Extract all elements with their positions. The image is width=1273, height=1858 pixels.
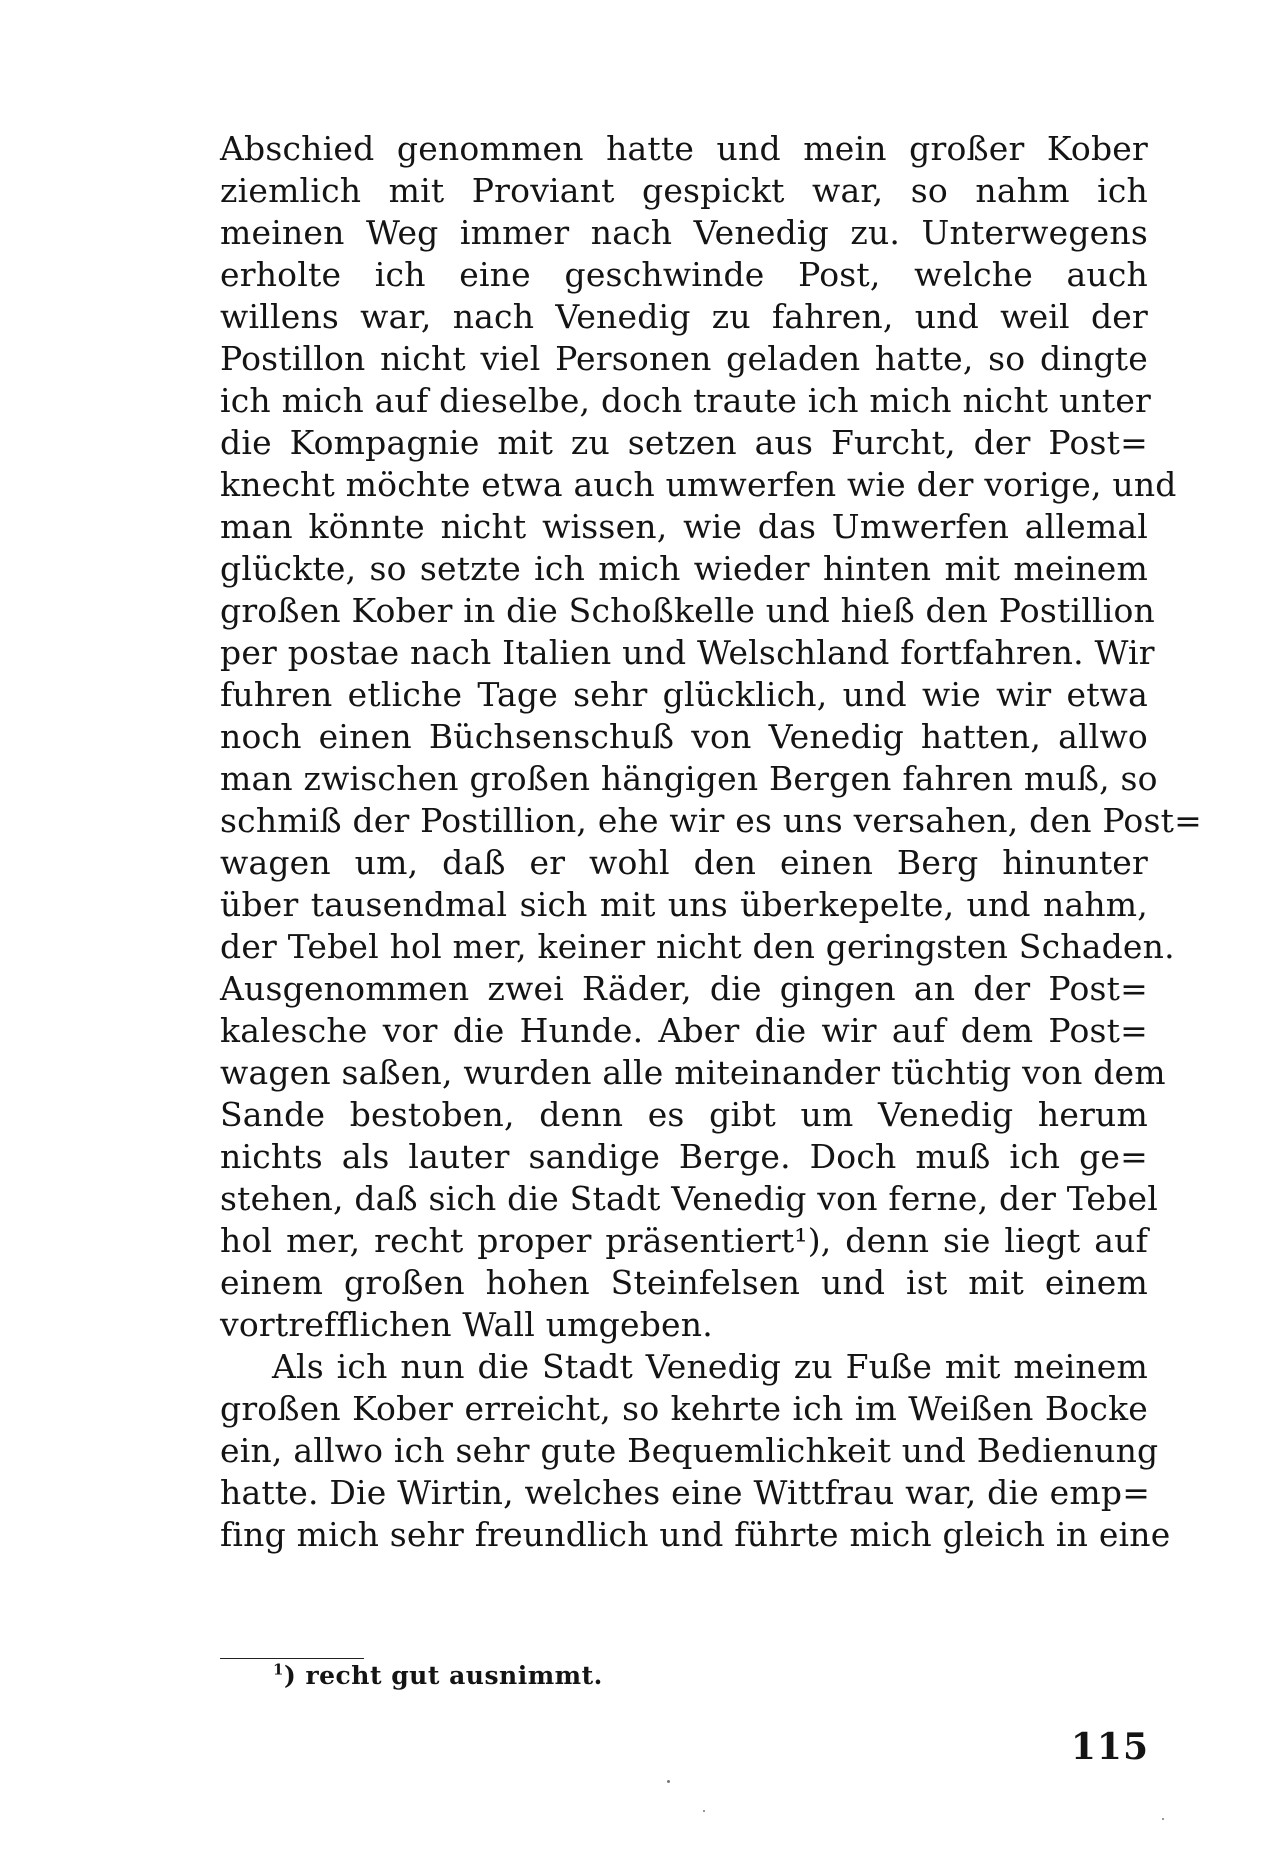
text-line: ich mich auf dieselbe, doch traute ich mich nicht unter (220, 381, 1152, 420)
footnote-text: ) recht gut ausnimmt. (283, 1661, 603, 1690)
text-line: stehen, daß sich die Stadt Venedig von ferne, der Tebel (220, 1179, 1158, 1218)
text-line: glückte, so setzte ich mich wieder hinten mit meinem (220, 549, 1148, 588)
text-line: willens war, nach Venedig zu fahren, und weil der (220, 297, 1148, 336)
footnote-marker: 1 (273, 1660, 284, 1679)
text-line: fuhren etliche Tage sehr glücklich, und wie wir etwa (220, 675, 1148, 714)
text-line: schmiß der Postillion, ehe wir es uns versahen, den Post= (220, 801, 1202, 840)
text-line: ein, allwo ich sehr gute Bequemlichkeit und Bedienung (220, 1431, 1159, 1470)
text-line-with-footnote-ref: hol mer, recht proper präsentiert¹), denn sie liegt auf (220, 1221, 1148, 1260)
paper-speck (667, 1780, 670, 1783)
text-line: Abschied genommen hatte und mein großer Kober (220, 129, 1148, 168)
text-line: man zwischen großen hängigen Bergen fahren muß, so (220, 759, 1158, 798)
text-line: man könnte nicht wissen, wie das Umwerfen allemal (220, 507, 1148, 546)
text-line: die Kompagnie mit zu setzen aus Furcht, der Post= (220, 423, 1148, 462)
text-line: ziemlich mit Proviant gespickt war, so nahm ich (220, 171, 1148, 210)
text-line: großen Kober erreicht, so kehrte ich im Weißen Bocke (220, 1389, 1148, 1428)
text-line: kalesche vor die Hunde. Aber die wir auf dem Post= (220, 1011, 1148, 1050)
text-line: einem großen hohen Steinfelsen und ist mit einem (220, 1263, 1148, 1302)
text-line: wagen um, daß er wohl den einen Berg hinunter (220, 843, 1148, 882)
paper-speck (703, 1810, 705, 1812)
text-line: erholte ich eine geschwinde Post, welche auch (220, 255, 1148, 294)
text-line: nichts als lauter sandige Berge. Doch muß ich ge= (220, 1137, 1148, 1176)
text-line: Sande bestoben, denn es gibt um Venedig herum (220, 1095, 1148, 1134)
text-line: knecht möchte etwa auch umwerfen wie der vorige, und (220, 465, 1177, 504)
text-line: Postillon nicht viel Personen geladen hatte, so dingte (220, 339, 1148, 378)
text-line: wagen saßen, wurden alle miteinander tüchtig von dem (220, 1053, 1166, 1092)
text-line: fing mich sehr freundlich und führte mich gleich in eine (220, 1515, 1171, 1554)
page-number: 115 (1070, 1726, 1149, 1768)
text-line: großen Kober in die Schoßkelle und hieß den Postillion (220, 591, 1155, 630)
footnote (273, 1656, 603, 1696)
text-line-paragraph-end: vortrefflichen Wall umgeben. (220, 1305, 713, 1344)
text-line: über tausendmal sich mit uns überkepelte, und nahm, (220, 885, 1148, 924)
text-line: Ausgenommen zwei Räder, die gingen an der Post= (220, 969, 1148, 1008)
body-text (220, 128, 1202, 1556)
paper-speck (1162, 1818, 1164, 1820)
text-line: meinen Weg immer nach Venedig zu. Unterwegens (220, 213, 1148, 252)
text-line-paragraph-start: Als ich nun die Stadt Venedig zu Fuße mit meinem (272, 1347, 1148, 1386)
text-line: der Tebel hol mer, keiner nicht den geringsten Schaden. (220, 927, 1175, 966)
text-line: per postae nach Italien und Welschland fortfahren. Wir (220, 633, 1155, 672)
text-line: noch einen Büchsenschuß von Venedig hatten, allwo (220, 717, 1148, 756)
text-line: hatte. Die Wirtin, welches eine Wittfrau war, die emp= (220, 1473, 1151, 1512)
